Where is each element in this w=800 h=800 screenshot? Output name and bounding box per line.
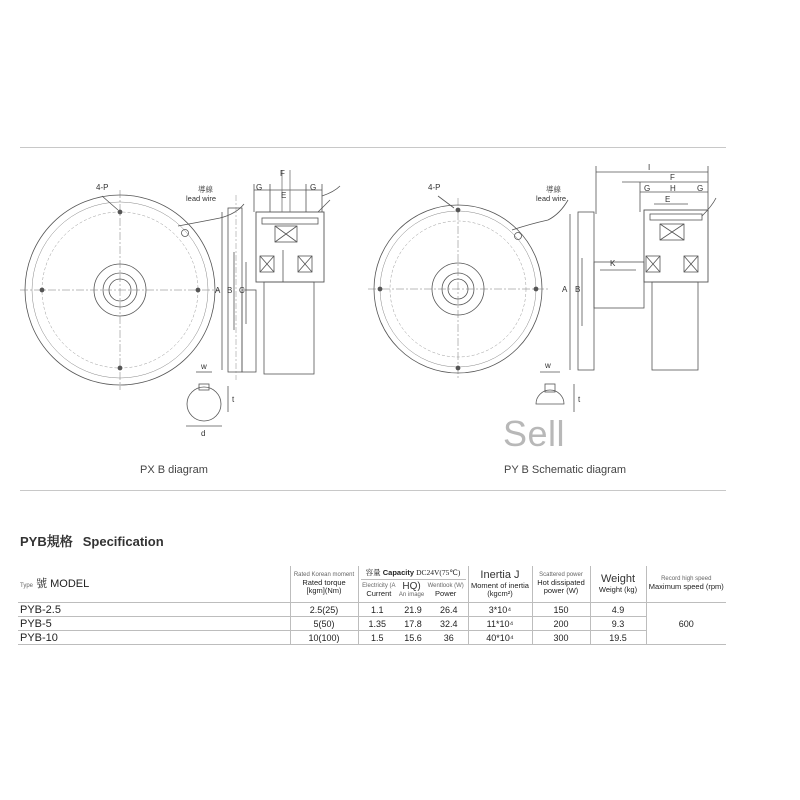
header-type-cn: 號 bbox=[36, 577, 48, 590]
label-b: B bbox=[227, 286, 233, 295]
header-capacity bbox=[358, 566, 468, 603]
cell-inertia: 40*10⁴ bbox=[468, 631, 532, 645]
spec-title-en: Specification bbox=[82, 534, 164, 549]
label-wire-cn-right: 導線 bbox=[546, 185, 561, 194]
middle-divider bbox=[20, 490, 726, 491]
right-dimension-labels bbox=[428, 163, 703, 404]
cell-model: PYB-10 bbox=[18, 631, 290, 645]
label-e-right: E bbox=[665, 195, 671, 204]
cell-weight: 9.3 bbox=[590, 617, 646, 631]
header-current: Current bbox=[366, 589, 392, 599]
label-g2: G bbox=[310, 183, 317, 192]
cell-current: 1.1 bbox=[358, 603, 396, 617]
header-heat bbox=[532, 566, 590, 603]
left-shaft-detail bbox=[186, 372, 228, 426]
label-c: C bbox=[239, 286, 245, 295]
label-g1-right: G bbox=[644, 184, 651, 193]
header-speed bbox=[646, 566, 726, 603]
header-hq: HQ) bbox=[402, 580, 421, 592]
header-weight bbox=[590, 566, 646, 603]
header-capacity-cond: DC24V(75℃) bbox=[416, 567, 461, 577]
header-hq-small: An image bbox=[398, 592, 425, 599]
cell-torque: 10(100) bbox=[290, 631, 358, 645]
cell-inertia: 3*10⁴ bbox=[468, 603, 532, 617]
table-row bbox=[18, 617, 726, 631]
watermark-text: Sell bbox=[503, 413, 566, 454]
header-inertia-big: Inertia J bbox=[480, 569, 520, 582]
table-header-row bbox=[18, 566, 726, 603]
header-capacity-label: Capacity bbox=[382, 567, 414, 577]
cell-current: 1.5 bbox=[358, 631, 396, 645]
header-torque-small: Rated Korean moment bbox=[293, 571, 355, 578]
cell-heat: 150 bbox=[532, 603, 590, 617]
header-type-small: Type bbox=[20, 582, 34, 589]
header-inertia bbox=[468, 566, 532, 603]
technical-drawings bbox=[0, 140, 800, 500]
label-4p: 4-P bbox=[96, 183, 109, 192]
right-shaft-detail bbox=[536, 372, 574, 412]
header-torque bbox=[290, 566, 358, 603]
header-current-small: Electricity (A bbox=[362, 583, 396, 590]
header-model bbox=[18, 566, 290, 603]
header-speed-label: Maximum speed (rpm) bbox=[648, 582, 724, 592]
spec-heading bbox=[20, 531, 174, 550]
right-front-view bbox=[368, 196, 568, 380]
label-i-right: I bbox=[648, 163, 651, 172]
spec-title-cn: PYB規格 bbox=[20, 534, 73, 549]
cell-power: 36 bbox=[430, 631, 468, 645]
label-wire-cn: 導線 bbox=[198, 185, 213, 194]
cell-heat: 200 bbox=[532, 617, 590, 631]
label-d: d bbox=[201, 429, 206, 438]
cell-hq: 21.9 bbox=[396, 603, 430, 617]
label-e: E bbox=[281, 191, 287, 200]
left-front-view bbox=[20, 190, 244, 390]
cell-torque: 2.5(25) bbox=[290, 603, 358, 617]
cell-max-speed: 600 bbox=[646, 603, 726, 645]
header-power: Power bbox=[435, 589, 457, 599]
label-a: A bbox=[215, 286, 221, 295]
header-torque-label: Rated torque [kgm](Nm) bbox=[302, 577, 346, 596]
label-f-right: F bbox=[670, 173, 675, 182]
header-heat-label: Hot dissipated power (W) bbox=[537, 577, 585, 596]
cell-heat: 300 bbox=[532, 631, 590, 645]
cell-power: 26.4 bbox=[430, 603, 468, 617]
header-speed-small: Record high speed bbox=[661, 576, 712, 583]
cell-weight: 19.5 bbox=[590, 631, 646, 645]
label-f: F bbox=[280, 169, 285, 178]
label-g1: G bbox=[256, 183, 263, 192]
label-b-right: B bbox=[575, 285, 581, 294]
header-power-small: Wentlook (W) bbox=[427, 583, 464, 590]
cell-model: PYB-5 bbox=[18, 617, 290, 631]
header-capacity-cn: 容量 bbox=[365, 567, 381, 577]
cell-inertia: 11*10⁴ bbox=[468, 617, 532, 631]
label-w: w bbox=[201, 362, 207, 371]
specification-table bbox=[18, 566, 726, 645]
label-k-right: K bbox=[610, 259, 616, 268]
left-dimension-labels bbox=[96, 169, 316, 438]
label-h-right: H bbox=[670, 184, 676, 193]
left-side-view bbox=[222, 170, 340, 380]
label-g2-right: G bbox=[697, 184, 704, 193]
label-wire-en-right: lead wire bbox=[536, 194, 567, 203]
cell-hq: 17.8 bbox=[396, 617, 430, 631]
label-w-right: w bbox=[545, 361, 551, 370]
cell-power: 32.4 bbox=[430, 617, 468, 631]
right-diagram-caption: PY B Schematic diagram bbox=[504, 464, 627, 476]
header-model-label: MODEL bbox=[50, 577, 90, 590]
header-heat-small: Scattered power bbox=[539, 571, 583, 578]
left-diagram-caption: PX B diagram bbox=[140, 464, 208, 476]
header-weight-label: Weight (kg) bbox=[598, 585, 638, 594]
table-row bbox=[18, 603, 726, 617]
cell-hq: 15.6 bbox=[396, 631, 430, 645]
label-wire-en: lead wire bbox=[186, 194, 217, 203]
cell-current: 1.35 bbox=[358, 617, 396, 631]
cell-torque: 5(50) bbox=[290, 617, 358, 631]
cell-weight: 4.9 bbox=[590, 603, 646, 617]
cell-model: PYB-2.5 bbox=[18, 603, 290, 617]
right-side-view bbox=[570, 166, 716, 370]
label-t-right: t bbox=[578, 395, 581, 404]
header-inertia-label: Moment of inertia (kgcm²) bbox=[471, 580, 529, 599]
header-weight-big: Weight bbox=[600, 573, 636, 586]
table-row bbox=[18, 631, 726, 645]
label-t: t bbox=[232, 395, 235, 404]
label-4p-right: 4-P bbox=[428, 183, 441, 192]
label-a-right: A bbox=[562, 285, 568, 294]
